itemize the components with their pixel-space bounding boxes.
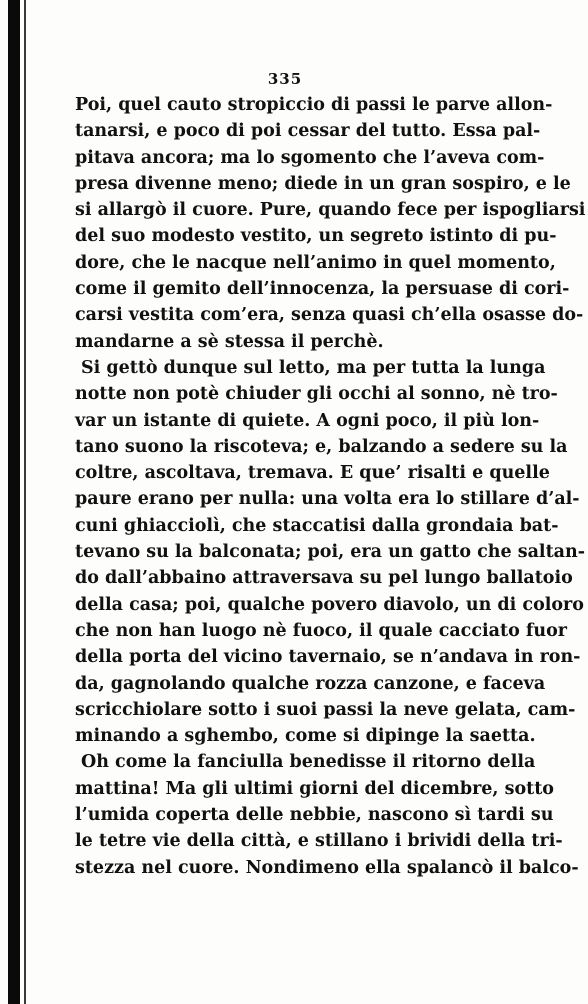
text-line: var un istante di quiete. A ogni poco, il più lon- xyxy=(75,410,540,431)
text-line: do dall’abbaino attraversava su pel lungo ballatoio xyxy=(75,568,573,589)
text-line: che non han luogo nè fuoco, il quale cacciato fuor xyxy=(75,620,567,641)
page-binding-edge xyxy=(8,0,20,1004)
text-line: tanarsi, e poco di poi cessar del tutto. Essa pal- xyxy=(75,121,541,142)
text-line: coltre, ascoltava, tremava. E que’ risalti e quelle xyxy=(75,463,550,484)
text-line: si allargò il cuore. Pure, quando fece per ispogliarsi xyxy=(75,200,586,221)
text-line: da, gagnolando qualche rozza canzone, e faceva xyxy=(75,673,546,694)
text-line: carsi vestita com’era, senza quasi ch’ella osasse do- xyxy=(75,305,584,326)
page-binding-line xyxy=(24,0,26,1004)
text-line: della porta del vicino tavernaio, se n’andava in ron- xyxy=(75,647,581,668)
text-line: Poi, quel cauto stropiccio di passi le parve allon- xyxy=(75,95,553,115)
text-line: notte non potè chiuder gli occhi al sonno, nè tro- xyxy=(75,384,558,405)
text-line: mattina! Ma gli ultimi giorni del dicembre, sotto xyxy=(75,778,554,799)
text-line: del suo modesto vestito, un segreto istinto di pu- xyxy=(75,226,557,247)
text-line: dore, che le nacque nell’animo in quel momento, xyxy=(75,252,556,273)
text-line: l’umida coperta delle nebbie, nascono sì tardi su xyxy=(75,805,554,826)
text-line: presa divenne meno; diede in un gran sospiro, e le xyxy=(75,173,571,194)
text-line: tevano su la balconata; poi, era un gatto che saltan- xyxy=(75,542,585,563)
text-line: le tetre vie della città, e stillano i brividi della tri- xyxy=(75,831,563,852)
text-line: della casa; poi, qualche povero diavolo, un di coloro xyxy=(75,594,584,615)
page-number: 335 xyxy=(267,70,303,88)
text-line: tano suono la riscoteva; e, balzando a sedere su la xyxy=(75,436,568,457)
text-line: come il gemito dell’innocenza, la persuase di cori- xyxy=(75,279,570,300)
text-line: scricchiolare sotto i suoi passi la neve gelata, cam- xyxy=(75,699,576,720)
text-line: mandarne a sè stessa il perchè. xyxy=(75,331,384,352)
paragraph-start-line: Si gettò dunque sul letto, ma per tutta la lunga xyxy=(81,357,546,378)
body-text xyxy=(75,92,586,881)
text-line: pitava ancora; ma lo sgomento che l’aveva com- xyxy=(75,147,545,168)
text-line: paure erano per nulla: una volta era lo stillare d’al- xyxy=(75,489,580,510)
text-line: cuni ghiacciolì, che staccatisi dalla grondaia bat- xyxy=(75,515,559,536)
paragraph-start-line: Oh come la fanciulla benedisse il ritorno della xyxy=(81,752,536,773)
text-line: stezza nel cuore. Nondimeno ella spalancò il balco- xyxy=(75,857,579,878)
text-line: minando a sghembo, come si dipinge la saetta. xyxy=(75,726,536,747)
